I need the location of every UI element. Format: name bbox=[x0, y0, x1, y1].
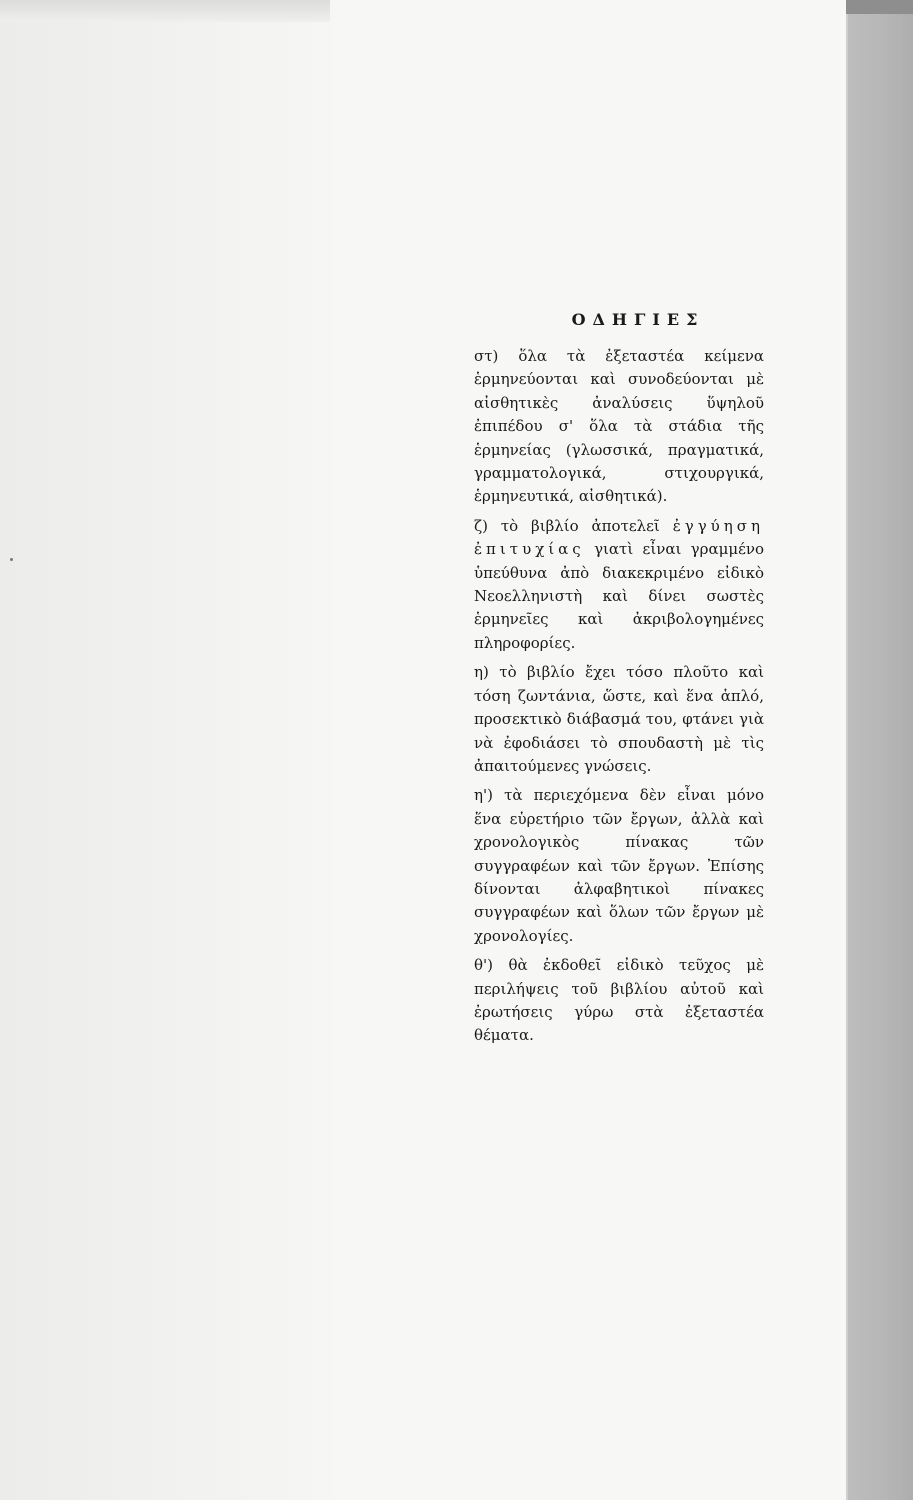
emphasized-phrase: ἐγγύηση ἐπιτυχίας bbox=[474, 516, 764, 559]
instruction-paragraph: στ) ὅλα τὰ ἐξεταστέα κείμενα ἑρμηνεύονται καὶ συνοδεύονται μὲ αἰσθητικὲς ἀναλύσεις ὕψηλοῦ ἐπιπέδου σ' ὅλα τὰ στάδια τῆς ἑρμηνείας (γλωσσικά, πραγματικά, γραμματολογικά, στιχουργικά, ἑρμηνευτικά, αἰσθητικά). bbox=[474, 347, 764, 506]
instruction-paragraph: η) τὸ βιβλίο ἔχει τόσο πλοῦτο καὶ τόση ζωντάνια, ὥστε, καὶ ἕνα ἁπλό, προσεκτικὸ διάβασμά του, φτάνει γιὰ νὰ ἐφοδιάσει τὸ σπουδαστὴ μὲ τὶς ἀπαιτούμενες γνώσεις. bbox=[474, 663, 764, 775]
page-title: ΟΔΗΓΙΕΣ bbox=[571, 310, 705, 329]
instructions-column bbox=[474, 310, 764, 1054]
paragraph-prefix: ζ) τὸ βιβλίο ἀποτελεῖ bbox=[474, 516, 660, 535]
instruction-paragraph bbox=[474, 515, 764, 655]
instruction-paragraph: η') τὰ περιεχόμενα δὲν εἶναι μόνο ἕνα εὑρετήριο τῶν ἔργων, ἀλλὰ καὶ χρονολογικὸς πίνακας τῶν συγγραφέων καὶ τῶν ἔργων. Ἐπίσης δίνονται ἀλφαβητικοὶ πίνακες συγγραφέων καὶ ὅλων τῶν ἔργων μὲ χρονολογίες. bbox=[474, 786, 764, 945]
book-spine-edge bbox=[846, 0, 913, 1500]
instruction-paragraph: θ') θὰ ἐκδοθεῖ εἰδικὸ τεῦχος μὲ περιλήψεις τοῦ βιβλίου αὐτοῦ καὶ ἐρωτήσεις γύρω στὰ ἐξεταστέα θέματα. bbox=[474, 956, 764, 1045]
paper-speck bbox=[10, 558, 13, 561]
paragraph-rest: γιατὶ εἶναι γραμμένο ὑπεύθυνα ἀπὸ διακεκριμένο εἰδικὸ Νεοελληνιστὴ καὶ δίνει σωστὲς ἑρμηνεῖες καὶ ἀκριβολογημένες πληροφορίες. bbox=[474, 540, 764, 652]
spine-top-shadow bbox=[846, 0, 913, 14]
dust-jacket-flap bbox=[0, 0, 335, 1500]
flap-fold-edge bbox=[0, 0, 330, 22]
